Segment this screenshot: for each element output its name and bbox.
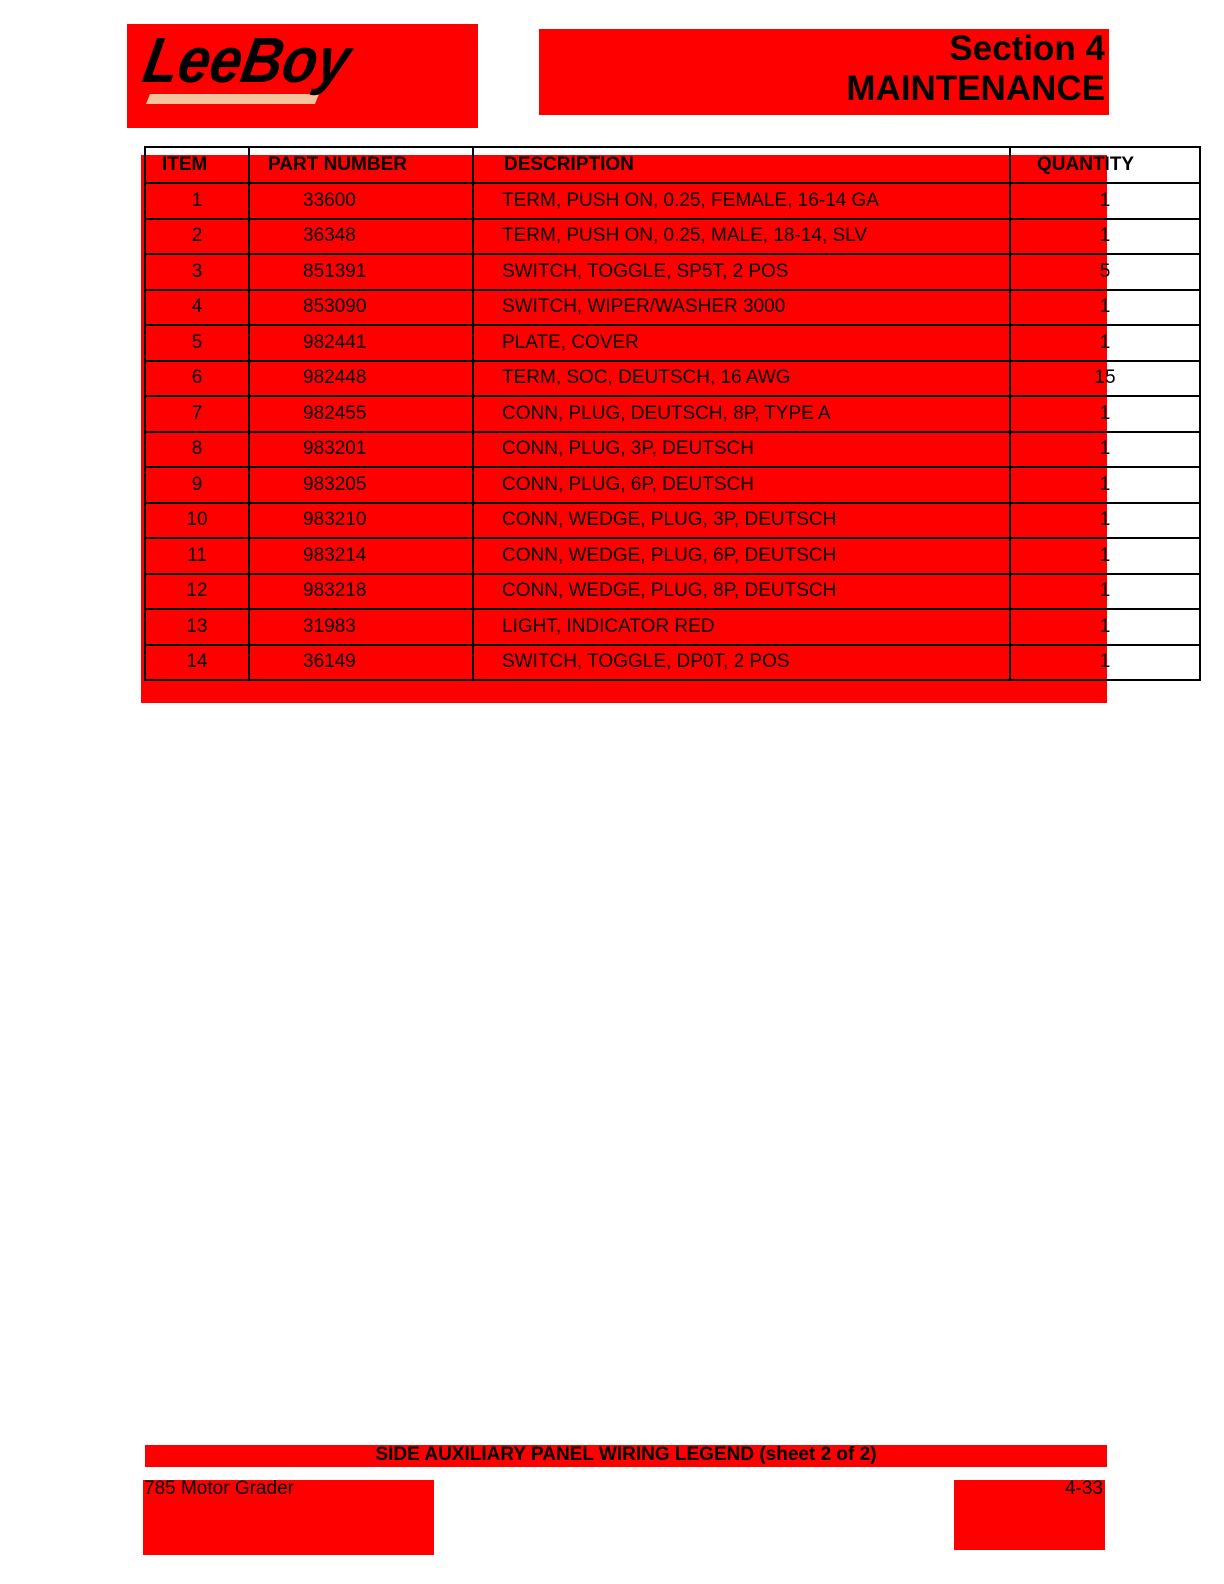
table-row [145,290,1200,326]
quantity-cell: 1 [1010,219,1200,255]
section-name: MAINTENANCE [846,69,1105,108]
description-cell: SWITCH, TOGGLE, DP0T, 2 POS [473,645,1010,681]
item-cell: 8 [145,432,249,468]
item-cell: 6 [145,361,249,397]
section-title: Section 4 [949,29,1105,68]
part-number-cell: 982448 [249,361,473,397]
quantity-cell: 1 [1010,574,1200,610]
table-row [145,574,1200,610]
quantity-cell: 1 [1010,325,1200,361]
quantity-cell: 5 [1010,254,1200,290]
item-cell: 11 [145,538,249,574]
item-cell: 7 [145,396,249,432]
description-cell: CONN, PLUG, DEUTSCH, 8P, TYPE A [473,396,1010,432]
description-cell: CONN, WEDGE, PLUG, 8P, DEUTSCH [473,574,1010,610]
description-cell: CONN, PLUG, 6P, DEUTSCH [473,467,1010,503]
part-number-cell: 853090 [249,290,473,326]
brand-logo [127,24,478,128]
page-number: 4-33 [1064,1478,1103,1499]
table-header-row [145,147,1200,183]
table-row [145,254,1200,290]
part-number-cell: 983201 [249,432,473,468]
description-cell: CONN, WEDGE, PLUG, 6P, DEUTSCH [473,538,1010,574]
column-header-part-number: PART NUMBER [249,147,473,183]
part-number-cell: 983218 [249,574,473,610]
description-cell: PLATE, COVER [473,325,1010,361]
column-header-description: DESCRIPTION [473,147,1010,183]
quantity-cell: 1 [1010,183,1200,219]
footer-model: 785 Motor Grader [144,1478,294,1499]
part-number-cell: 31983 [249,609,473,645]
item-cell: 10 [145,503,249,539]
quantity-cell: 1 [1010,467,1200,503]
item-cell: 13 [145,609,249,645]
part-number-cell: 983205 [249,467,473,503]
section-header [539,29,1109,115]
table-row [145,219,1200,255]
description-cell: SWITCH, TOGGLE, SP5T, 2 POS [473,254,1010,290]
footer-page-box [954,1480,1105,1550]
quantity-cell: 1 [1010,645,1200,681]
quantity-cell: 1 [1010,609,1200,645]
item-cell: 12 [145,574,249,610]
part-number-cell: 33600 [249,183,473,219]
table-row [145,183,1200,219]
part-number-cell: 36149 [249,645,473,681]
table-row [145,503,1200,539]
quantity-cell: 1 [1010,290,1200,326]
item-cell: 3 [145,254,249,290]
item-cell: 14 [145,645,249,681]
item-cell: 2 [145,219,249,255]
part-number-cell: 36348 [249,219,473,255]
table-row [145,467,1200,503]
part-number-cell: 983214 [249,538,473,574]
table-row [145,396,1200,432]
item-cell: 5 [145,325,249,361]
leeboy-logo-graphic [127,24,478,128]
table-row [145,325,1200,361]
description-cell: LIGHT, INDICATOR RED [473,609,1010,645]
table-row [145,432,1200,468]
table-row [145,609,1200,645]
description-cell: TERM, PUSH ON, 0.25, MALE, 18-14, SLV [473,219,1010,255]
quantity-cell: 1 [1010,432,1200,468]
part-number-cell: 851391 [249,254,473,290]
part-number-cell: 982441 [249,325,473,361]
item-cell: 4 [145,290,249,326]
part-number-cell: 982455 [249,396,473,432]
parts-table [144,146,1201,681]
table-row [145,645,1200,681]
item-cell: 9 [145,467,249,503]
part-number-cell: 983210 [249,503,473,539]
figure-caption-bar [145,1445,1107,1467]
description-cell: CONN, PLUG, 3P, DEUTSCH [473,432,1010,468]
description-cell: CONN, WEDGE, PLUG, 3P, DEUTSCH [473,503,1010,539]
quantity-cell: 15 [1010,361,1200,397]
quantity-cell: 1 [1010,503,1200,539]
description-cell: TERM, PUSH ON, 0.25, FEMALE, 16-14 GA [473,183,1010,219]
quantity-cell: 1 [1010,396,1200,432]
description-cell: SWITCH, WIPER/WASHER 3000 [473,290,1010,326]
quantity-cell: 1 [1010,538,1200,574]
description-cell: TERM, SOC, DEUTSCH, 16 AWG [473,361,1010,397]
table-row [145,538,1200,574]
column-header-quantity: QUANTITY [1010,147,1200,183]
column-header-item: ITEM [145,147,249,183]
footer-model-box [143,1480,434,1555]
table-row [145,361,1200,397]
item-cell: 1 [145,183,249,219]
logo-text: LeeBoy [138,24,383,96]
figure-caption: SIDE AUXILIARY PANEL WIRING LEGEND (sheet 2 of 2) [375,1444,877,1465]
